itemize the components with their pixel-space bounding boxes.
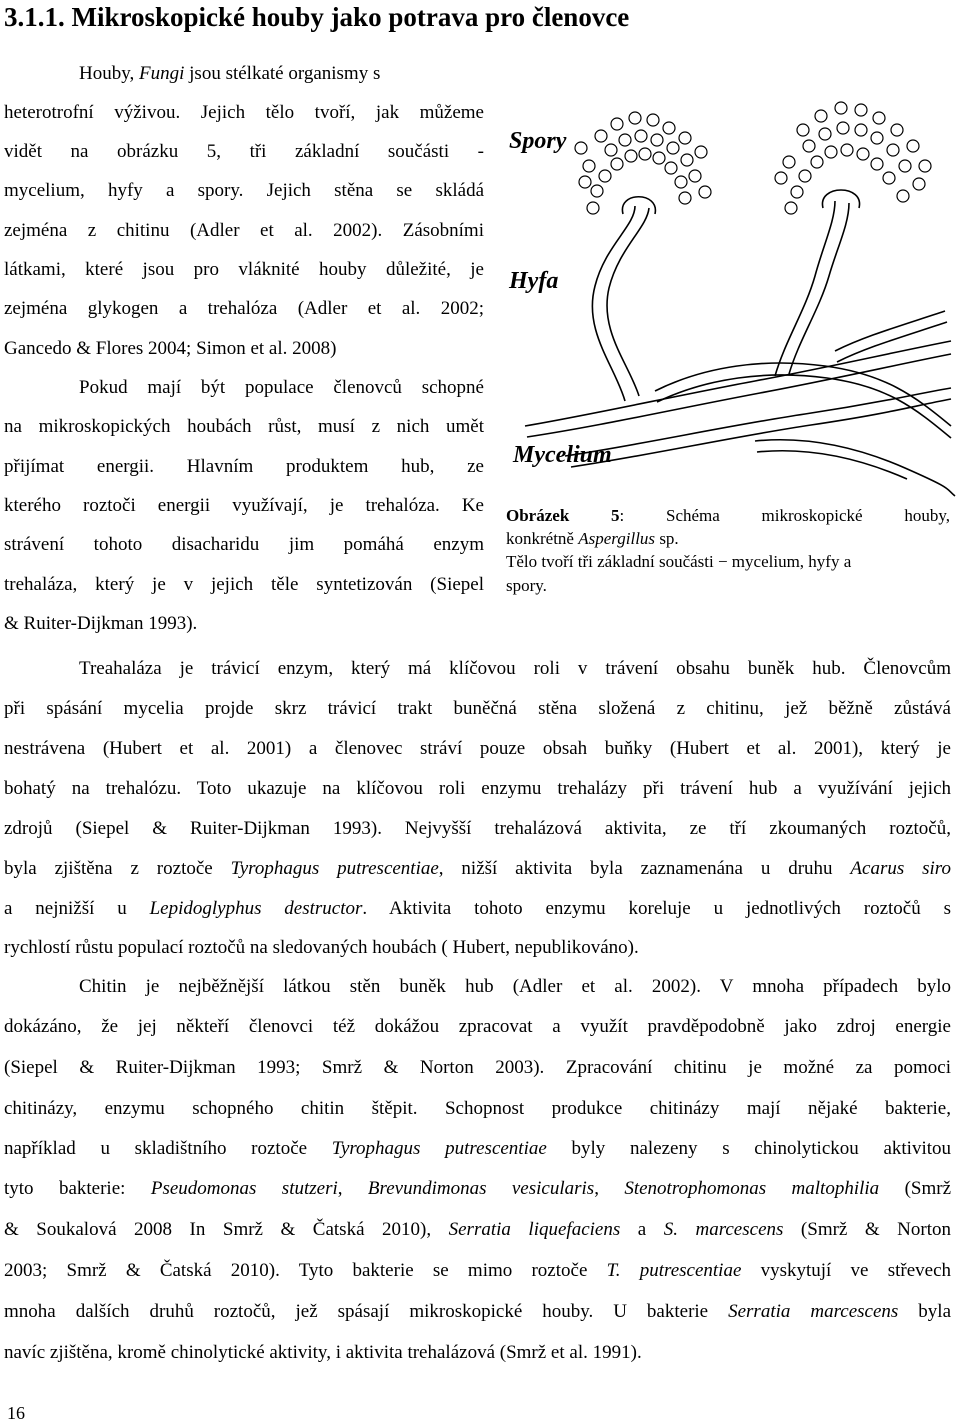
text-line: chitinázy, enzymu schopného chitin štěpit. Schopnost produkce chitinázy mají nějaké bakterie,	[4, 1098, 951, 1119]
label-spory: Spory	[509, 128, 567, 154]
text-line: (Siepel & Ruiter-Dijkman 1993; Smrž & Norton 2003). Zpracování chitinu je možné za pomoci	[4, 1057, 951, 1078]
taxon-name: Brevundimonas vesicularis	[367, 1178, 595, 1199]
fungus-diagram	[505, 96, 957, 501]
text-line: například u skladištního roztoče Tyrophagus putrescentiae byly nalezeny s chinolytickou aktivitou	[4, 1138, 952, 1159]
caption-line: konkrétně Aspergillus sp.	[506, 529, 679, 548]
taxon-name: Serratia liquefaciens	[448, 1219, 621, 1240]
text-line: byla zjištěna z roztoče Tyrophagus putrescentiae, nižší aktivita byla zaznamenána u druhu Acarus siro	[4, 858, 951, 879]
text-line: & Ruiter-Dijkman 1993).	[4, 613, 198, 634]
text-line: dokázáno, že jej někteří členovci též dokážou zpracovat a využít pravděpodobně jako zdroj energie	[4, 1016, 951, 1037]
taxon-name: T. putrescentiae	[606, 1260, 742, 1281]
text-line: Pokud mají být populace členovců schopné	[79, 377, 484, 398]
hypha	[607, 208, 649, 396]
text-line: zejména glykogen a trehalóza (Adler et al. 2002;	[4, 298, 484, 319]
taxon-name: Serratia marcescens	[728, 1301, 899, 1322]
text-line: heterotrofní výživou. Jejich tělo tvoří, jak můžeme	[4, 102, 484, 123]
spore-cluster-right	[775, 102, 931, 214]
label-mycelium: Mycelium	[513, 442, 612, 468]
text-line: tyto bakterie: Pseudomonas stutzeri, Brevundimonas vesicularis, Stenotrophomonas maltophilia (Smrž	[4, 1178, 952, 1199]
spore-cluster-left	[575, 112, 711, 214]
text-line: látkami, které jsou pro vláknité houby důležité, je	[4, 259, 484, 280]
text-line: Gancedo & Flores 2004; Simon et al. 2008)	[4, 338, 337, 359]
text-line: vidět na obrázku 5, tři základní součásti -	[4, 141, 484, 162]
text-line: Treahaláza je trávicí enzym, který má klíčovou roli v trávení obsahu buněk hub. Členovcům	[79, 658, 951, 679]
text-line: bohatý na trehalózu. Toto ukazuje na klíčovou roli enzymu trehalázy při trávení hub a využívání jejich	[4, 778, 951, 799]
taxon-name: Aspergillus	[578, 529, 656, 548]
taxon-name: Tyrophagus putrescentiae	[331, 1138, 547, 1159]
mycelium-strand	[757, 451, 907, 479]
text-line: mnoha dalších druhů roztočů, jež spásají mikroskopické houby. U bakterie Serratia marcescens byla	[4, 1301, 952, 1322]
taxon-name: Tyrophagus putrescentiae	[230, 858, 439, 879]
taxon-name: S. marcescens	[663, 1219, 784, 1240]
hypha	[775, 201, 835, 376]
text-line: zejména z chitinu (Adler et al. 2002). Zásobními	[4, 220, 484, 241]
text-line: Chitin je nejběžnější látkou stěn buněk hub (Adler et al. 2002). V mnoha případech bylo	[79, 976, 951, 997]
section-heading: 3.1.1. Mikroskopické houby jako potrava pro členovce	[4, 2, 630, 32]
text-line: přijímat energii. Hlavním produktem hub, ze	[4, 456, 484, 477]
text-line: zdrojů (Siepel & Ruiter-Dijkman 1993). Nejvyšší trehalázová aktivita, ze tří zkoumaných roztočů,	[4, 818, 951, 839]
text-line: na mikroskopických houbách růst, musí z nich umět	[4, 416, 484, 437]
text-line: navíc zjištěna, kromě chinolytické aktivity, i aktivita trehalázová (Smrž et al. 1991).	[4, 1342, 642, 1363]
mycelium-strand	[565, 388, 951, 456]
vesicle	[622, 197, 655, 214]
taxon-name: Lepidoglyphus destructor	[149, 898, 363, 919]
taxon-name: Stenotrophomonas maltophilia	[624, 1178, 880, 1199]
text-line: kterého roztoči energii využívají, je trehalóza. Ke	[4, 495, 484, 516]
caption-line: spory.	[506, 576, 547, 595]
label-hyfa: Hyfa	[509, 268, 559, 294]
text-line: a nejnižší u Lepidoglyphus destructor. Aktivita tohoto enzymu koreluje u jednotlivých roztočů s	[4, 898, 951, 919]
text-line: mycelium, hyfy a spory. Jejich stěna se skládá	[4, 180, 484, 201]
mycelium-strand	[571, 399, 951, 467]
text-line: strávení tohoto disacharidu jim pomáhá enzym	[4, 534, 484, 555]
text-line: nestrávena (Hubert et al. 2001) a členovec stráví pouze obsah buňky (Hubert et al. 2001), který je	[4, 738, 951, 759]
taxon-name: Acarus siro	[850, 858, 951, 879]
vesicle	[822, 190, 859, 208]
text-line: 2003; Smrž & Čatská 2010). Tyto bakterie se mimo roztoče T. putrescentiae vyskytují ve střevech	[4, 1260, 952, 1281]
text-line: trehaláza, který je v jejich těle syntetizován (Siepel	[4, 574, 484, 595]
taxon-name: Fungi	[139, 63, 185, 84]
text-line: & Soukalová 2008 In Smrž & Čatská 2010), Serratia liquefaciens a S. marcescens (Smrž & Norton	[4, 1219, 951, 1240]
caption-label: Obrázek 5	[506, 506, 620, 525]
caption-line: Obrázek 5: Schéma mikroskopické houby,	[506, 506, 950, 525]
text-line: při spásání mycelia projde skrz trávicí trakt buněčná stěna složená z chitinu, jež běžně zůstává	[4, 698, 951, 719]
mycelium-strand	[755, 440, 955, 496]
page-number: 16	[7, 1403, 25, 1423]
text-line: rychlostí růstu populací roztočů na sledovaných houbách ( Hubert, nepublikováno).	[4, 937, 639, 958]
mycelium-strand	[655, 363, 951, 426]
fungus-illustration	[505, 96, 957, 501]
taxon-name: Pseudomonas stutzeri	[150, 1178, 338, 1199]
caption-line: Tělo tvoří tři základní součásti − mycelium, hyfy a	[506, 552, 852, 571]
text-line: Houby, Fungi jsou stélkaté organismy s	[79, 63, 381, 84]
